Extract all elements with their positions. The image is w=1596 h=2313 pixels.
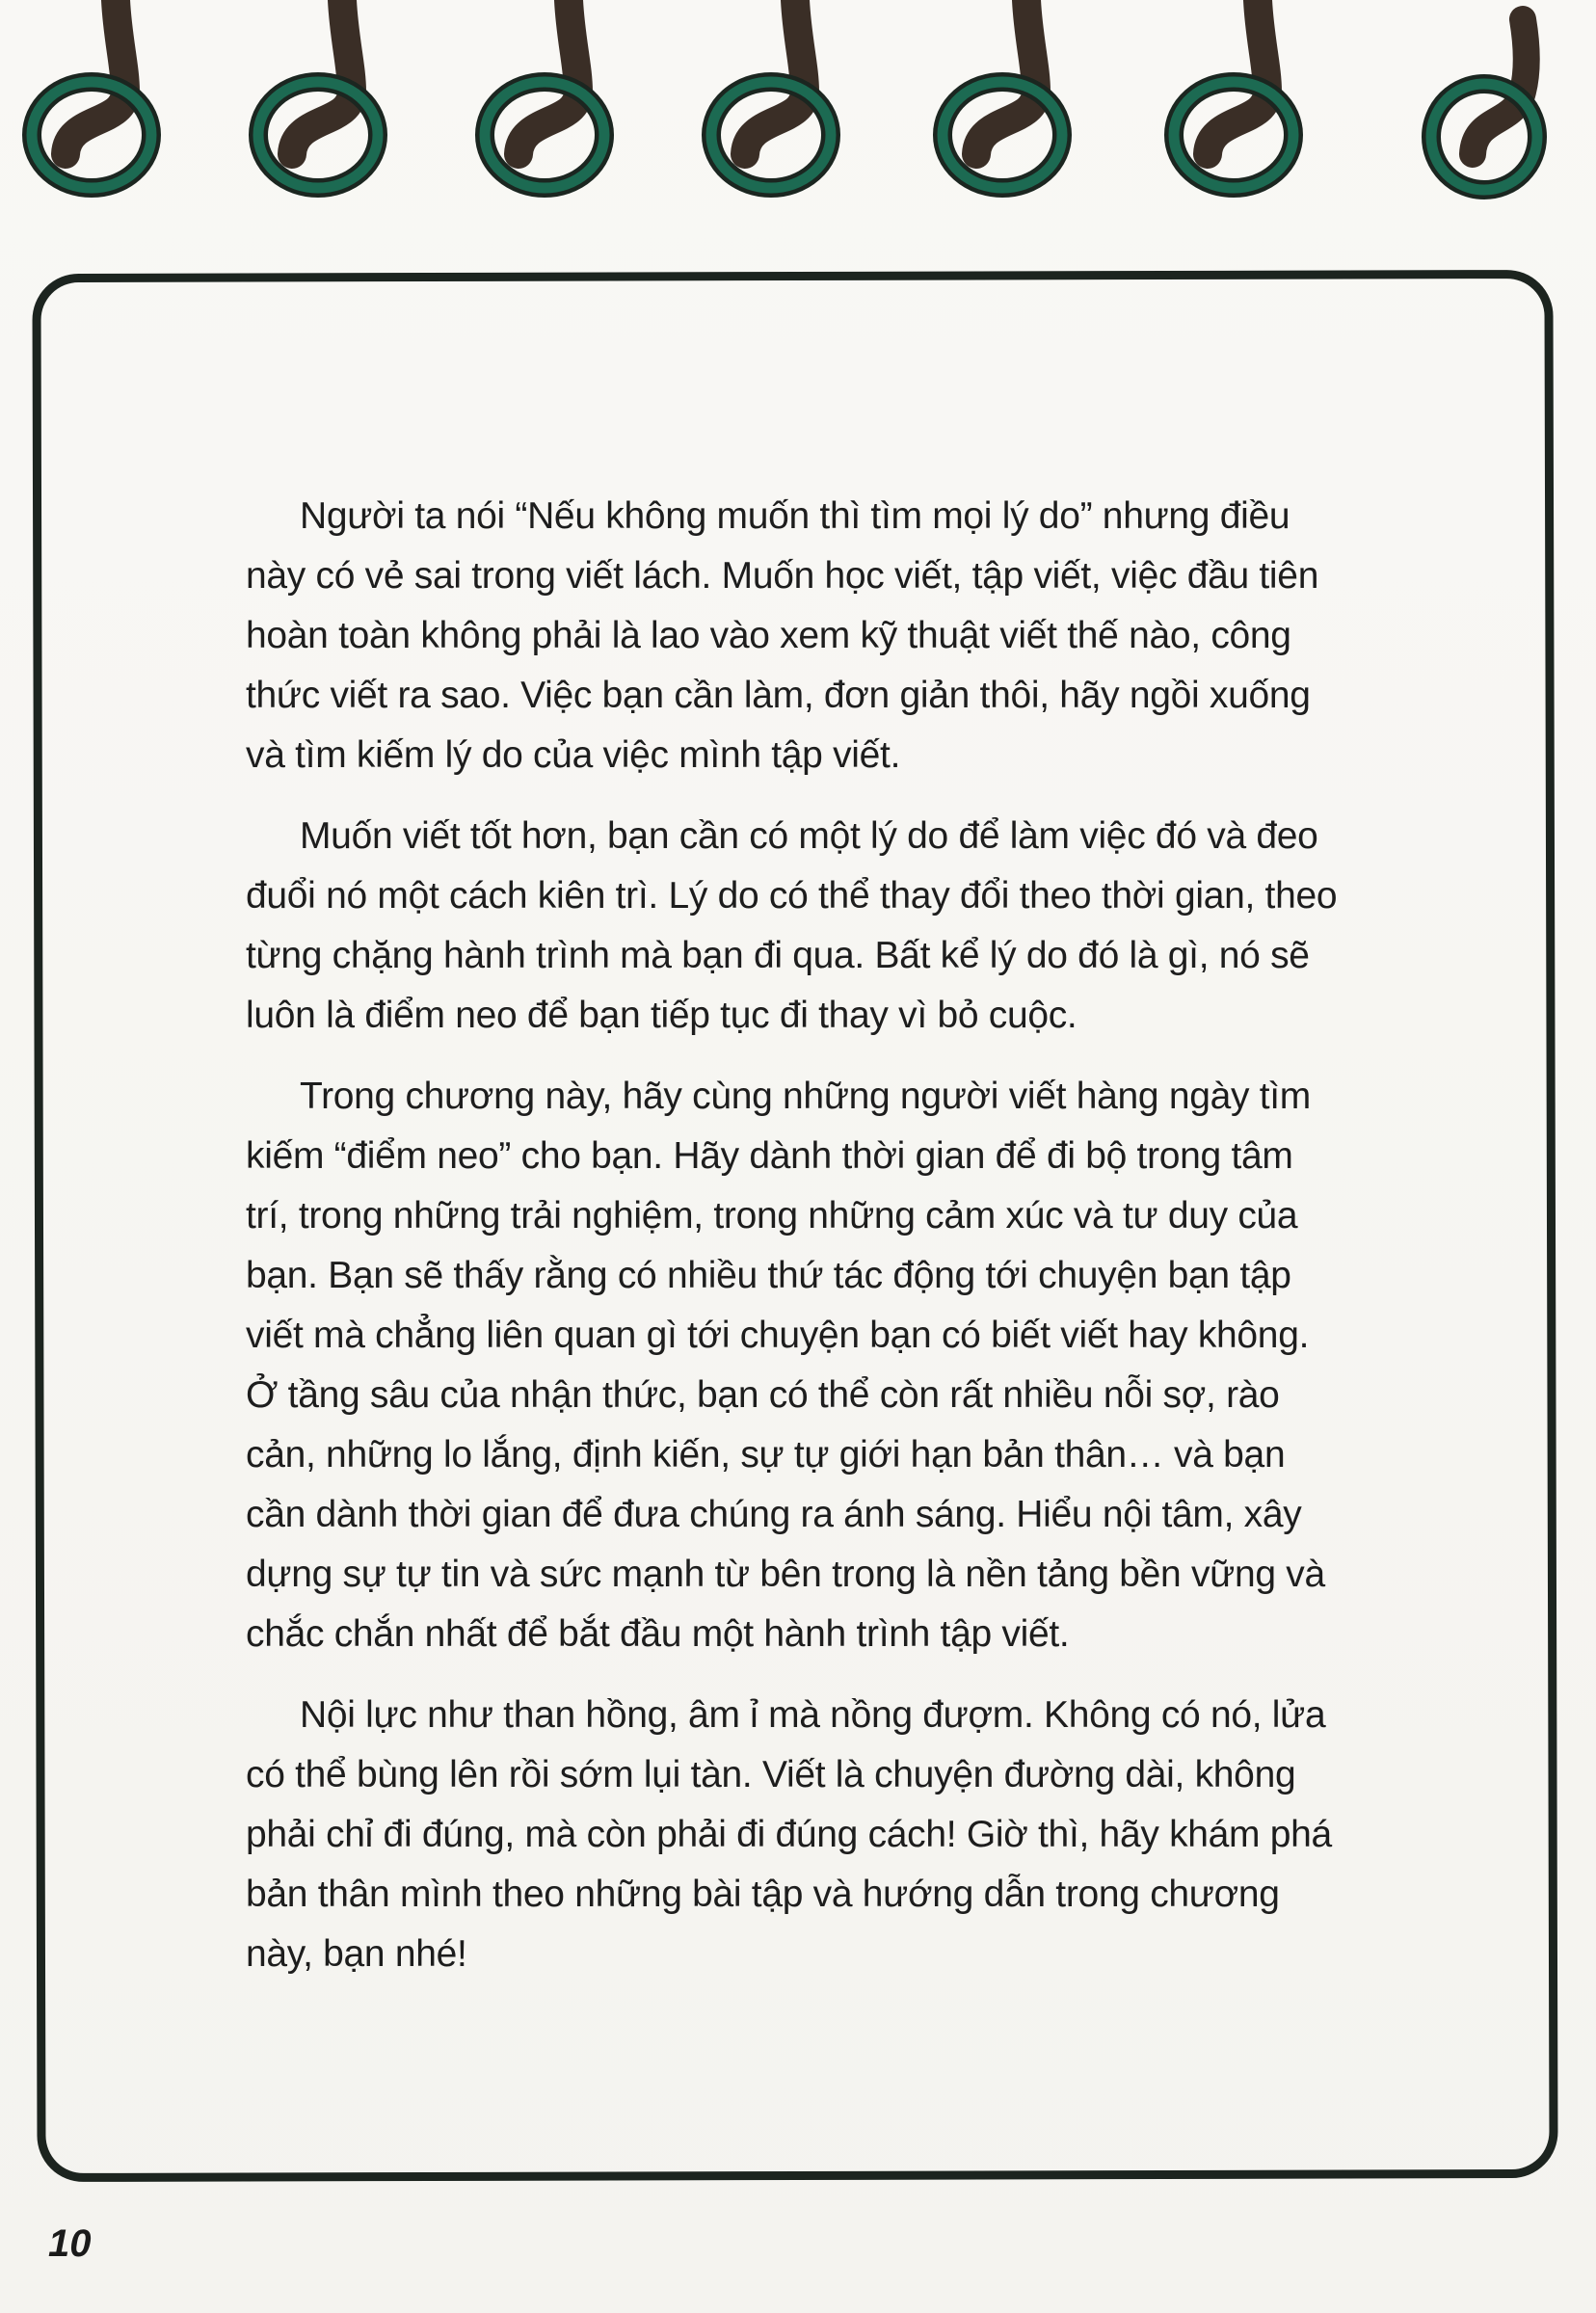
paragraph: Người ta nói “Nếu không muốn thì tìm mọi lý do” nhưng điều này có vẻ sai trong viết lách. Muốn học viết, tập viết, việc đầu tiên hoàn toàn không phải là lao vào xem kỹ thuật viết thế nào, công thức viết ra sao. Việc bạn cần làm, đơn giản thôi, hãy ngồi xuống và tìm kiếm lý do của việc mình tập viết. — [246, 495, 1319, 776]
binding-ring-icon — [689, 0, 853, 222]
body-text — [246, 487, 1340, 2006]
binding-ring-icon — [920, 0, 1084, 222]
binding-ring-icon — [236, 0, 400, 222]
spiral-binding — [0, 0, 1596, 222]
paragraph: Nội lực như than hồng, âm ỉ mà nồng đượm. Không có nó, lửa có thể bùng lên rồi sớm lụi tàn. Viết là chuyện đường dài, không phải chỉ đi đúng, mà còn phải đi đúng cách! Giờ thì, hãy khám phá bản thân mình theo những bài tập và hướng dẫn trong chương này, bạn nhé! — [246, 1694, 1332, 1975]
binding-ring-icon — [463, 0, 626, 222]
binding-ring-icon — [1407, 0, 1571, 222]
binding-ring-icon — [10, 0, 173, 222]
paragraph: Trong chương này, hãy cùng những người viết hàng ngày tìm kiếm “điểm neo” cho bạn. Hãy dành thời gian để đi bộ trong tâm trí, trong những trải nghiệm, trong những cảm xúc và tư duy của bạn. Bạn sẽ thấy rằng có nhiều thứ tác động tới chuyện bạn tập viết mà chẳng liên quan gì tới chuyện bạn có biết viết hay không. Ở tầng sâu của nhận thức, bạn có thể còn rất nhiều nỗi sợ, rào cản, những lo lắng, định kiến, sự tự giới hạn bản thân… và bạn cần dành thời gian để đưa chúng ra ánh sáng. Hiểu nội tâm, xây dựng sự tự tin và sức mạnh từ bên trong là nền tảng bền vững và chắc chắn nhất để bắt đầu một hành trình tập viết. — [246, 1076, 1325, 1655]
page-number: 10 — [48, 2222, 92, 2265]
binding-ring-icon — [1152, 0, 1316, 222]
paragraph: Muốn viết tốt hơn, bạn cần có một lý do để làm việc đó và đeo đuổi nó một cách kiên trì. Lý do có thể thay đổi theo thời gian, theo từng chặng hành trình mà bạn đi qua. Bất kể lý do đó là gì, nó sẽ luôn là điểm neo để bạn tiếp tục đi thay vì bỏ cuộc. — [246, 815, 1338, 1036]
